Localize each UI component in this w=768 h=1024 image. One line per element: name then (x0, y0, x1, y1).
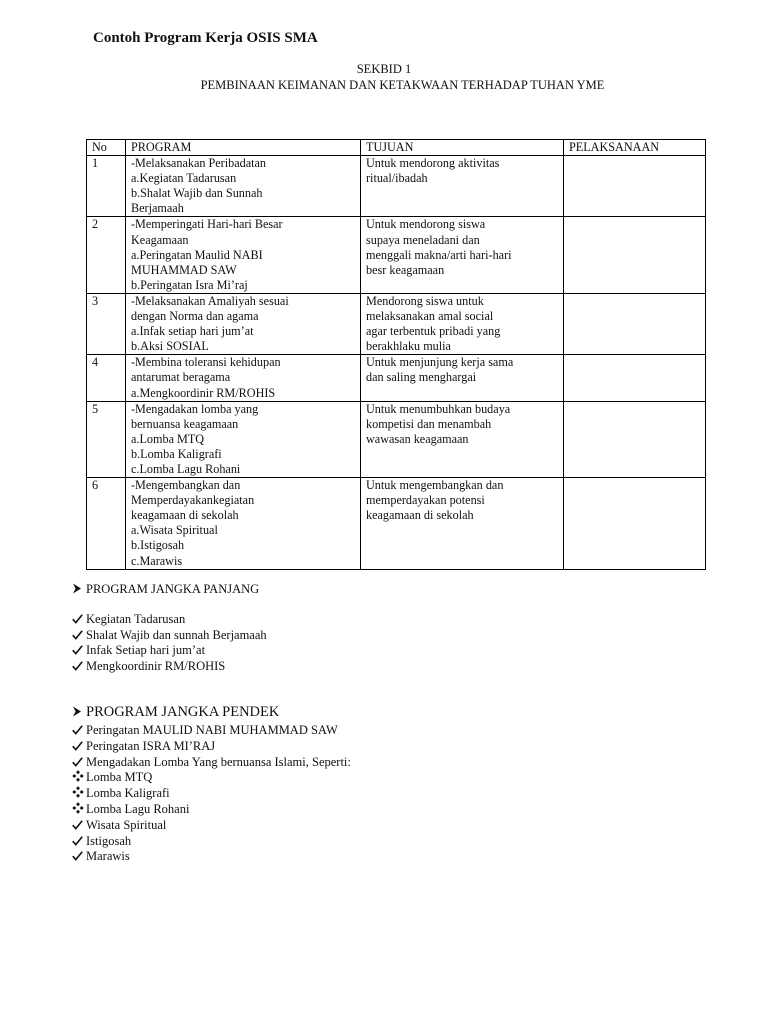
tujuan-line: menggali makna/arti hari-hari (366, 247, 512, 262)
program-line: b.Peringatan Isra Mi’raj (131, 277, 248, 292)
tujuan-line: Mendorong siswa untuk (366, 293, 484, 308)
program-line: c.Lomba Lagu Rohani (131, 461, 241, 476)
table-row (87, 156, 706, 217)
tujuan-line: Untuk menumbuhkan budaya (366, 401, 511, 416)
four-diamond-bullet-icon (72, 802, 86, 818)
list-item (72, 818, 351, 834)
row-program (126, 217, 361, 293)
tujuan-line: berakhlaku mulia (366, 339, 451, 354)
row-program (126, 293, 361, 354)
program-line: Berjamaah (131, 201, 184, 216)
list-item-text: Lomba Lagu Rohani (86, 801, 190, 816)
row-no: 6 (87, 478, 126, 570)
header-pelaksanaan: PELAKSANAAN (564, 140, 706, 156)
section-title: PEMBINAAN KEIMANAN DAN KETAKWAAN TERHADAP TUHAN YME (200, 78, 605, 92)
program-line: c.Marawis (131, 553, 183, 568)
list-item (72, 659, 267, 675)
program-line: dengan Norma dan agama (131, 309, 259, 324)
check-icon (72, 755, 86, 771)
row-pelaksanaan (564, 355, 706, 401)
tujuan-line: kompetisi dan menambah (366, 416, 492, 431)
row-tujuan (361, 156, 564, 217)
row-program (126, 478, 361, 570)
list-item-text: Infak Setiap hari jum’at (86, 643, 206, 657)
list-item (72, 849, 351, 865)
program-line: -Melaksanakan Peribadatan (131, 156, 267, 171)
check-icon (72, 834, 86, 850)
section-code: SEKBID 1 (356, 62, 412, 76)
check-icon (72, 659, 86, 675)
program-line: a.Wisata Spiritual (131, 523, 218, 538)
check-icon (72, 628, 86, 644)
tujuan-line: agar terbentuk pribadi yang (366, 324, 501, 339)
arrowhead-bullet-icon (72, 704, 86, 721)
list-item-text: Lomba MTQ (86, 770, 153, 785)
word: Memperdayakan (131, 493, 213, 508)
row-no: 1 (87, 156, 126, 217)
program-line: keagamaan di sekolah (131, 508, 239, 523)
tujuan-line: Untuk menjunjung kerja sama (366, 355, 514, 370)
long-term-heading-text: PROGRAM JANGKA PANJANG (86, 582, 260, 596)
tujuan-line: wawasan keagamaan (366, 431, 469, 446)
program-line: MUHAMMAD SAW (131, 262, 237, 277)
tujuan-line: keagamaan di sekolah (366, 508, 474, 523)
row-pelaksanaan (564, 293, 706, 354)
long-term-list (72, 612, 267, 674)
arrowhead-bullet-icon (72, 582, 86, 597)
tujuan-line: ritual/ibadah (366, 171, 428, 186)
program-line: -Melaksanakan Amaliyah sesuai (131, 293, 289, 308)
program-line: b.Istigosah (131, 538, 185, 553)
program-line-justified (131, 493, 315, 508)
row-pelaksanaan (564, 156, 706, 217)
short-term-list (72, 723, 351, 865)
check-icon (72, 849, 86, 865)
short-term-heading-text: PROGRAM JANGKA PENDEK (86, 704, 280, 720)
row-pelaksanaan (564, 401, 706, 477)
check-icon (72, 739, 86, 755)
program-line: a.Lomba MTQ (131, 431, 205, 446)
row-program (126, 355, 361, 401)
list-item-text: Peringatan ISRA MI’RAJ (86, 738, 216, 753)
table-row (87, 478, 706, 570)
tujuan-line: memperdayakan potensi (366, 493, 485, 508)
row-tujuan (361, 401, 564, 477)
list-item-text: Lomba Kaligrafi (86, 786, 170, 801)
row-program (126, 401, 361, 477)
program-line: a.Infak setiap hari jum’at (131, 324, 254, 339)
tujuan-line: Untuk mengembangkan dan (366, 478, 504, 493)
program-line: -Mengembangkan dan (131, 478, 241, 493)
list-item (72, 643, 267, 659)
list-item-text: Shalat Wajib dan sunnah Berjamaah (86, 627, 267, 642)
list-item (72, 739, 351, 755)
row-no: 2 (87, 217, 126, 293)
header-program: PROGRAM (126, 140, 361, 156)
list-item-text: Kegiatan Tadarusan (86, 612, 186, 626)
check-icon (72, 643, 86, 659)
program-line: -Mengadakan lomba yang (131, 401, 259, 416)
program-line: b.Aksi SOSIAL (131, 339, 209, 354)
list-item-text: Mengadakan Lomba Yang bernuansa Islami, Seperti: (86, 754, 351, 769)
row-no: 5 (87, 401, 126, 477)
program-line: b.Shalat Wajib dan Sunnah (131, 186, 263, 201)
program-line: antarumat beragama (131, 370, 231, 385)
long-term-heading (72, 582, 259, 597)
list-item (72, 786, 351, 802)
page-title: Contoh Program Kerja OSIS SMA (93, 30, 318, 46)
four-diamond-bullet-icon (72, 770, 86, 786)
table-row (87, 355, 706, 401)
program-line: Keagamaan (131, 232, 189, 247)
row-tujuan (361, 478, 564, 570)
program-table (86, 139, 706, 570)
header-no: No (87, 140, 126, 156)
tujuan-line: dan saling menghargai (366, 370, 477, 385)
check-icon (72, 818, 86, 834)
table-row (87, 293, 706, 354)
list-item (72, 770, 351, 786)
list-item-text: Marawis (86, 849, 130, 864)
list-item-text: Istigosah (86, 833, 132, 848)
word: kegiatan (212, 493, 255, 508)
list-item (72, 628, 267, 644)
tujuan-line: supaya meneladani dan (366, 232, 480, 247)
tujuan-line: Untuk mendorong siswa (366, 217, 486, 232)
tujuan-line: melaksanakan amal social (366, 309, 494, 324)
table-header-row (87, 140, 706, 156)
program-line: a.Peringatan Maulid NABI (131, 247, 263, 262)
table-row (87, 401, 706, 477)
row-no: 4 (87, 355, 126, 401)
row-tujuan (361, 217, 564, 293)
four-diamond-bullet-icon (72, 786, 86, 802)
tujuan-line: besr keagamaan (366, 262, 445, 277)
list-item (72, 723, 351, 739)
program-line: a.Kegiatan Tadarusan (131, 171, 237, 186)
list-item (72, 802, 351, 818)
header-tujuan: TUJUAN (361, 140, 564, 156)
tujuan-line: Untuk mendorong aktivitas (366, 156, 500, 171)
check-icon (72, 723, 86, 739)
program-line: a.Mengkoordinir RM/ROHIS (131, 385, 276, 400)
row-tujuan (361, 293, 564, 354)
program-line: -Membina toleransi kehidupan (131, 355, 281, 370)
list-item-text: Mengkoordinir RM/ROHIS (86, 658, 226, 673)
program-line: -Memperingati Hari-hari Besar (131, 217, 283, 232)
list-item-text: Wisata Spiritual (86, 817, 167, 832)
short-term-heading (72, 704, 279, 721)
row-pelaksanaan (564, 478, 706, 570)
check-icon (72, 612, 86, 628)
row-pelaksanaan (564, 217, 706, 293)
program-line: b.Lomba Kaligrafi (131, 446, 222, 461)
table-row (87, 217, 706, 293)
program-line: bernuansa keagamaan (131, 416, 239, 431)
row-no: 3 (87, 293, 126, 354)
row-program (126, 156, 361, 217)
list-item (72, 834, 351, 850)
list-item (72, 612, 267, 628)
list-item (72, 755, 351, 771)
row-tujuan (361, 355, 564, 401)
list-item-text: Peringatan MAULID NABI MUHAMMAD SAW (86, 723, 338, 737)
